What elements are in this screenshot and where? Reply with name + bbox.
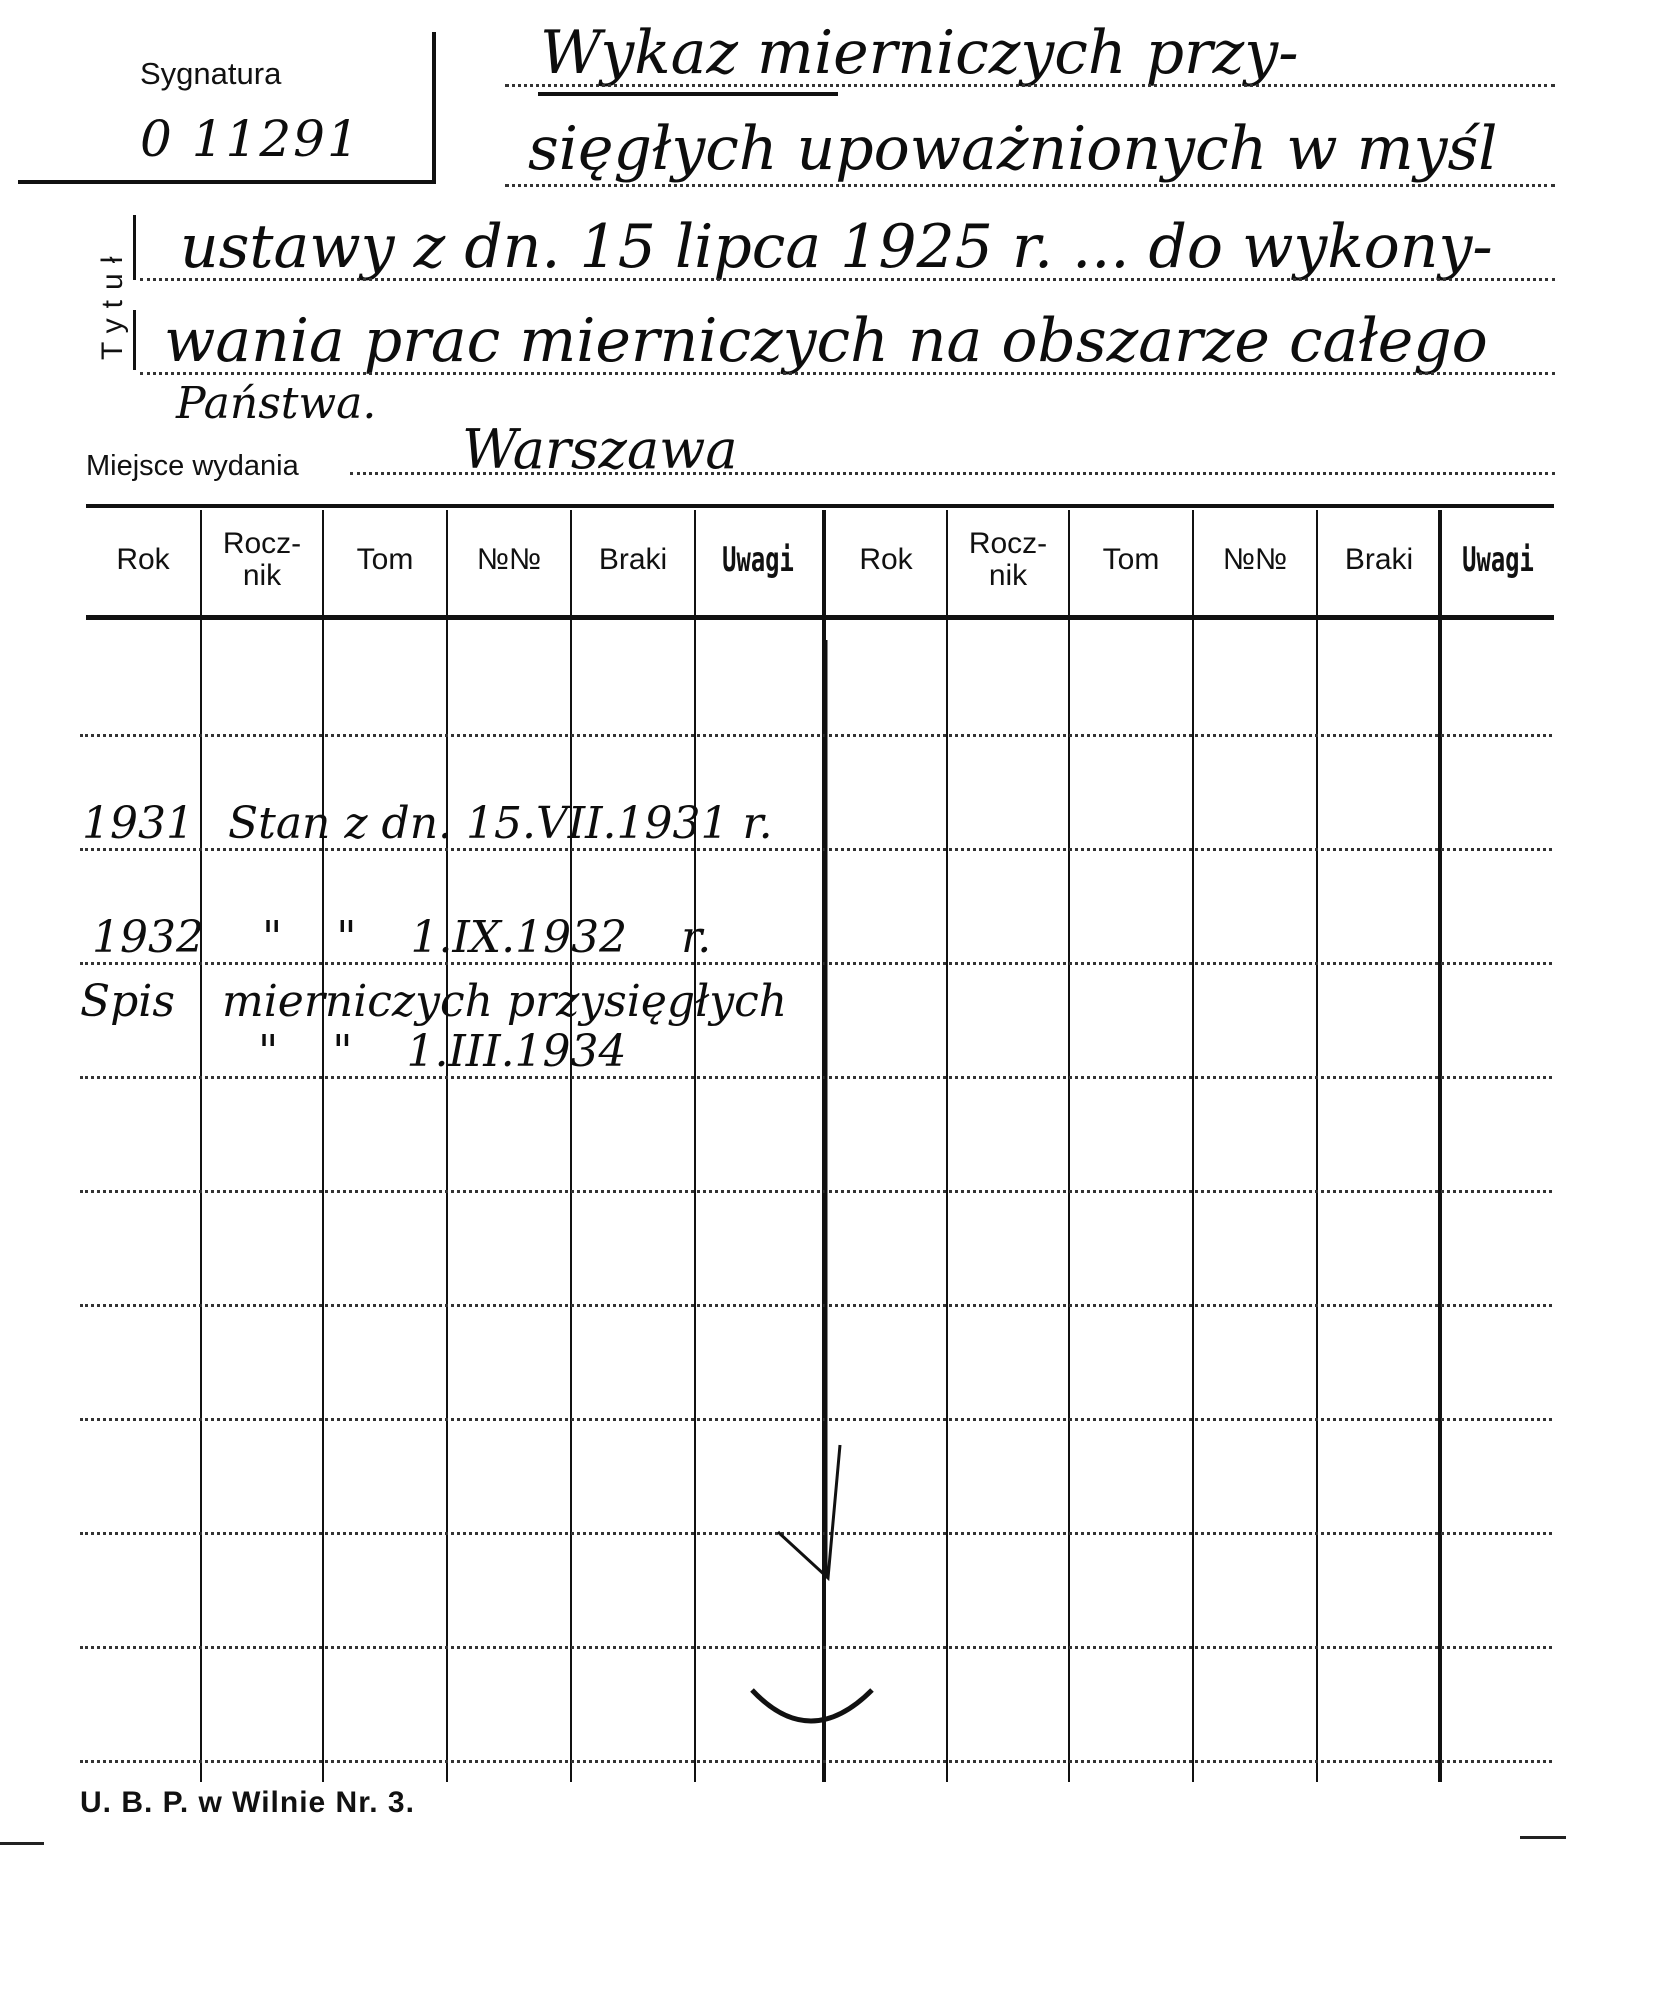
entry-text: " " 1.III.1934 <box>258 1026 627 1077</box>
title-line-1: Wykaz mierniczych przy- <box>540 18 1299 88</box>
footer-imprint: U. B. P. w Wilnie Nr. 3. <box>80 1786 415 1819</box>
header-rocznik: Rocz- nik <box>222 527 302 592</box>
entry-text: " " 1.IX.1932 r. <box>262 912 712 963</box>
header-tom: Tom <box>356 543 414 576</box>
title-line-5: Państwa. <box>176 378 377 429</box>
header-uwagi: Uwagi <box>722 540 794 580</box>
header-numery: №№ <box>1222 543 1288 576</box>
signature-value: 0 11291 <box>140 110 361 168</box>
entry-year: 1931 <box>82 798 194 849</box>
header-braki: Braki <box>598 543 668 576</box>
entry-year: 1932 <box>92 912 204 963</box>
entry-text: mierniczych przysięgłych <box>222 976 788 1027</box>
place-label: Miejsce wydania <box>86 450 299 482</box>
header-numery: №№ <box>476 543 542 576</box>
title-line-3: ustawy z dn. 15 lipca 1925 r. ... do wykony- <box>180 212 1493 282</box>
entry-text: Stan z dn. 15.VII.1931 r. <box>228 798 773 849</box>
edge-mark <box>0 1842 44 1845</box>
title-label: Tytuł <box>96 246 129 360</box>
header-rocznik: Rocz- nik <box>968 527 1048 592</box>
entry-year: Spis <box>80 976 175 1027</box>
edge-mark <box>1520 1836 1566 1839</box>
signature-label: Sygnatura <box>140 56 282 91</box>
header-tom: Tom <box>1102 543 1160 576</box>
header-uwagi: Uwagi <box>1462 540 1534 580</box>
header-rok: Rok <box>116 543 170 576</box>
header-rok: Rok <box>859 543 913 576</box>
place-value: Warszawa <box>462 418 738 481</box>
title-line-2: sięgłych upoważnionych w myśl <box>528 114 1498 184</box>
header-braki: Braki <box>1344 543 1414 576</box>
title-line-4: wania prac mierniczych na obszarze całego <box>164 306 1488 376</box>
